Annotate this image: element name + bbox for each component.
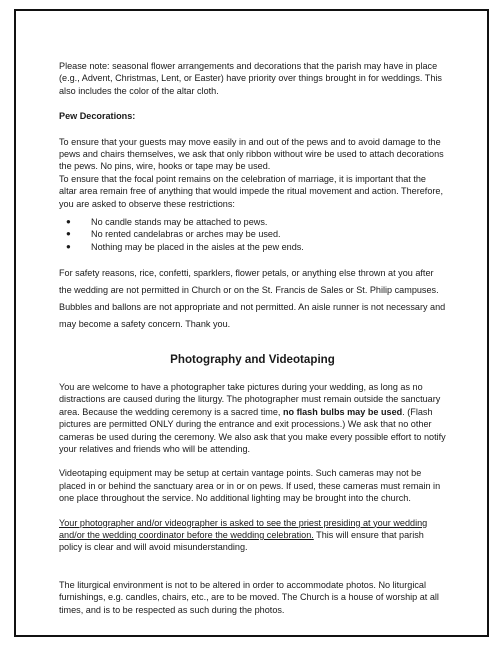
document-body — [59, 60, 446, 616]
pew-paragraph-focal-point: To ensure that the focal point remains on the celebration of marriage, it is important that the altar area remain free of anything that would impede the ritual movement and action. Therefore, you are asked to observe these restrictions: — [59, 173, 444, 209]
liturgical-environment-paragraph: The liturgical environment is not to be altered in order to accommodate photos. No liturgical furnishings, e.g. candles, chairs, etc., are to be moved. The Church is a house of worship at all times, and is to be respected as such during the photos. — [59, 579, 439, 615]
bullet-icon: ● — [66, 217, 71, 227]
list-item: ● No candle stands may be attached to pews. — [66, 217, 268, 228]
list-item: ● Nothing may be placed in the aisles at the pew ends. — [66, 241, 304, 252]
photographer-paragraph: You are welcome to have a photographer take pictures during your wedding, as long as no distractions are caused during the liturgy. The photographer must remain outside the sanctuary area. Because the wedding ceremony is a sacred time, no flash bulbs may be used. (Flash pictures are permitted ONLY during the entrance and exit processions.) We ask that no other cameras be used during the ceremony. We also ask that you make every possible effort to notify your relatives and friends who will be attending. — [59, 381, 446, 454]
list-item: ● No rented candelabras or arches may be used. — [66, 229, 281, 240]
pew-decorations-heading: Pew Decorations: — [59, 111, 136, 122]
seasonal-note-paragraph: Please note: seasonal flower arrangements and decorations that the parish may have in place (e.g., Advent, Christmas, Lent, or Easter) have priority over things brought in for weddings. This also includes the color of the altar cloth. — [59, 61, 442, 96]
pew-paragraph-ribbon: To ensure that your guests may move easily in and out of the pews and to avoid damage to the pews and chairs themselves, we ask that only ribbon without wire be used to attach decorations the pews. No pins, wire, hooks or tape may be used. — [59, 136, 444, 172]
flash-warning: no flash bulbs may be used — [282, 406, 403, 417]
bullet-icon: ● — [66, 241, 71, 251]
videotaping-paragraph: Videotaping equipment may be setup at certain vantage points. Such cameras may not be placed in or behind the sanctuary area or in or on pews. If used, these cameras must remain in one place throughout the service. No additional lighting may be brought into the church. — [59, 468, 441, 504]
coordinator-instruction: Your photographer and/or videographer is asked to see the priest presiding at your wedding and/or the wedding coordinator before the wedding celebration. — [59, 517, 428, 540]
restrictions-list — [59, 216, 446, 253]
bullet-icon: ● — [66, 229, 71, 239]
coordinator-paragraph: Your photographer and/or videographer is asked to see the priest presiding at your wedding and/or the wedding coordinator before the wedding celebration. This will ensure that parish policy is clear and will avoid misunderstanding. — [59, 517, 428, 553]
safety-paragraph: For safety reasons, rice, confetti, sparklers, flower petals, or anything else thrown at you after the wedding are not permitted in Church or on the St. Francis de Sales or St. Philip campuses. Bubbles and ballons are not appropriate and not permitted. An aisle runner is not necessary and may become a safety concern. Thank you. — [59, 268, 446, 329]
photography-section-title: Photography and Videotaping — [170, 353, 335, 367]
